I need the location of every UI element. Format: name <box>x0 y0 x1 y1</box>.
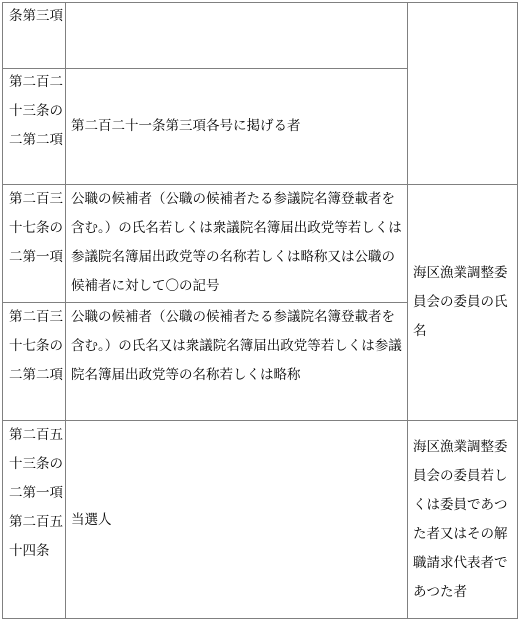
text-cell: 公職の候補者（公職の候補者たる参議院名簿登載者を含む。）の氏名若しくは衆議院名簿届出政党等若しくは参議院名簿届出政党等の名称若しくは略称又は公職の候補者に対して〇の記号 <box>71 191 402 294</box>
article-cell: 条第三項 <box>9 8 63 24</box>
column-divider-2 <box>407 2 408 619</box>
merged-right-cell: 海区漁業調整委員会の委員の氏名 <box>413 265 508 339</box>
column-divider-1 <box>65 2 66 619</box>
right-cell: 海区漁業調整委員会の委員若しくは委員であつた者又はその解職請求代表者であつた者 <box>413 439 508 600</box>
article-cell: 第二百五十三条の二第一項第二百五十四条 <box>9 427 63 559</box>
table-border-top <box>2 2 518 3</box>
text-cell: 当選人 <box>71 512 112 528</box>
table-border-left <box>2 2 3 619</box>
table-border-bottom <box>2 618 518 619</box>
text-cell: 公職の候補者（公職の候補者たる参議院名簿登載者を含む。）の氏名又は衆議院名簿届出政党等若しくは参議院名簿届出政党等の名称若しくは略称 <box>71 309 402 383</box>
table-border-right <box>517 2 518 619</box>
article-cell: 第二百三十七条の二第二項 <box>9 309 63 383</box>
article-cell: 第二百二十三条の二第二項 <box>9 74 63 148</box>
article-cell: 第二百三十七条の二第一項 <box>9 191 63 265</box>
row-divider-4 <box>2 420 518 421</box>
text-cell: 第二百二十一条第三項各号に掲げる者 <box>71 118 301 134</box>
